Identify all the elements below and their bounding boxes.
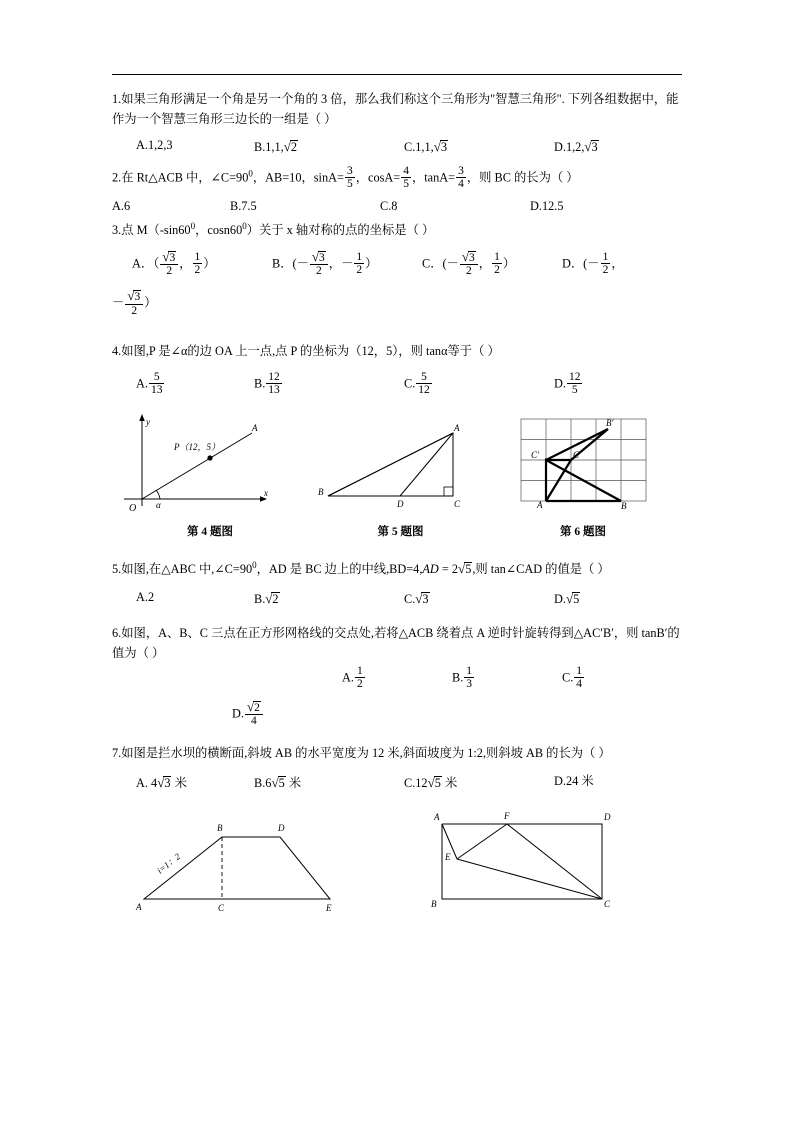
figure-8-svg: [412, 804, 682, 919]
figure-8-label-d: D: [604, 812, 611, 823]
option-c: C.8: [380, 198, 398, 213]
figure-4: [112, 411, 308, 542]
figure-6-caption: 第 6 题图: [560, 526, 606, 539]
figure-4-angle-label: α: [156, 500, 161, 511]
question-3: [112, 219, 690, 318]
figure-4-x-label: x: [264, 488, 268, 499]
document-content: [112, 90, 690, 919]
figure-6-label-c: C: [573, 450, 580, 461]
figure-4-point-label: P（12，5）: [174, 442, 220, 453]
question-2-options: [112, 197, 690, 217]
question-1: [112, 90, 690, 158]
option-d: D.√5: [554, 590, 580, 606]
figure-6-label-b-prime: B′: [606, 418, 614, 429]
figure-6-label-a: A: [537, 500, 543, 511]
option-c: C.12√5 米: [404, 775, 458, 791]
option-d: D.24 米: [554, 774, 594, 789]
figure-5-label-a: A: [454, 423, 460, 434]
figure-6-svg: [493, 411, 673, 521]
question-6-text: 6.如图，A、B、C 三点在正方形网格线的交点处,若将△ACB 绕着点 A 逆时针旋转得到△AC′B′，则 tanB′的值为（ ）: [112, 625, 680, 660]
figure-7-slope-label: i=1：2: [155, 851, 183, 876]
option-b: B.7.5: [230, 198, 257, 213]
figure-8-label-f: F: [504, 811, 510, 822]
figure-7-label-d: D: [278, 823, 285, 834]
figure-4-svg: [112, 411, 308, 521]
option-d: D. $\frac{12}{5}$: [554, 371, 581, 397]
figure-5-label-d: D: [397, 499, 404, 510]
question-4: [112, 342, 690, 397]
figure-5: [308, 411, 493, 542]
option-a: A. $\frac{5}{13}$: [136, 371, 163, 397]
figure-4-ray-label: A: [252, 423, 258, 434]
figure-5-label-b: B: [318, 487, 324, 498]
figure-row-2: [112, 804, 690, 919]
fraction-3-4: $\frac{3}{4}$: [458, 164, 464, 190]
question-7: [112, 744, 690, 794]
question-5-text: 5.如图,在△ABC 中$,\angle C=90^0$，AD 是 BC 边上的中线,BD=4,AD = 2√5,则 tan∠CAD 的值是（ ）: [112, 559, 610, 576]
header-rule: [112, 74, 682, 75]
figure-8: [412, 804, 682, 919]
figure-6: [493, 411, 673, 542]
option-c: C.1,1,√3: [404, 138, 448, 154]
option-b: B.1,1,√2: [254, 138, 298, 154]
option-a: A.6: [112, 198, 131, 213]
question-2: [112, 166, 690, 217]
option-a: A．（ $\frac{√3}{2}$ ， $\frac{1}{2}$ ）: [132, 248, 216, 278]
question-3-option-d-tail: － $\frac{√3}{2}$ ）: [112, 288, 157, 318]
option-b: B.6√5 米: [254, 775, 302, 791]
figure-8-label-e: E: [445, 852, 451, 863]
option-c: C. $\frac{1}{4}$: [562, 664, 583, 690]
question-6-options: [112, 666, 690, 691]
figure-4-origin-label: O: [129, 503, 137, 515]
figure-4-caption: 第 4 题图: [187, 526, 233, 539]
question-3-text: 3.点 $M(-\sin 60^0$，$\cos n60^0$）关于 x 轴对称的点的坐标是（ ）: [112, 220, 435, 237]
question-4-options: [112, 372, 690, 397]
question-6-option-d: D. $\frac{√2}{4}$: [112, 701, 690, 729]
question-7-text: 7.如图是拦水坝的横断面,斜坡 AB 的水平宽度为 12 米,斜面坡度为 1:2,则斜坡 AB 的长为（ ）: [112, 746, 611, 761]
figure-7-label-a: A: [136, 902, 142, 913]
figure-7-label-b: B: [217, 823, 223, 834]
option-d: D.1,2,√3: [554, 138, 598, 154]
question-5: [112, 558, 690, 610]
option-d: D.12.5: [530, 198, 564, 213]
question-3-options: [112, 248, 690, 279]
option-a: A.1,2,3: [136, 137, 173, 152]
option-d: D．(－ $\frac{1}{2}$ ，: [562, 251, 624, 277]
option-c: C. $\frac{5}{12}$: [404, 371, 430, 397]
option-a: A. 4√3 米: [136, 775, 187, 791]
figure-5-caption: 第 5 题图: [377, 526, 424, 539]
figure-7-svg: [112, 804, 412, 919]
fraction-4-5: $\frac{4}{5}$: [403, 164, 409, 190]
figure-6-label-c-prime: C′: [531, 450, 539, 461]
option-b: B.√2: [254, 590, 279, 606]
figure-8-label-b: B: [431, 899, 437, 910]
option-b: B．(－ $\frac{√3}{2}$ ，－ $\frac{1}{2}$ ）: [272, 248, 378, 278]
option-c: C.√3: [404, 590, 429, 606]
question-2-text: 2.在 Rt△ACB 中，$\angle C=90^0$，AB=10，sinA= $\frac{3}{5}$ ，cosA= $\frac{4}{5}$ ，tanA= $\frac{3}{4}$ ，则 BC 的长为（ ）: [112, 164, 579, 190]
option-c: C．(－ $\frac{√3}{2}$ ， $\frac{1}{2}$ ）: [422, 248, 516, 278]
figure-4-y-label: y: [146, 417, 150, 428]
figure-5-svg: [308, 411, 493, 521]
figure-6-label-b: B: [621, 501, 627, 512]
option-a: A. $\frac{1}{2}$: [342, 664, 363, 690]
option-a: A.2: [136, 589, 155, 604]
question-5-options: [112, 588, 690, 610]
figure-7-label-c: C: [218, 903, 225, 914]
question-6: [112, 624, 690, 729]
figure-7: [112, 804, 412, 919]
question-7-options: [112, 772, 690, 794]
option-b: B. $\frac{12}{13}$: [254, 371, 280, 397]
option-b: B. $\frac{1}{3}$: [452, 664, 473, 690]
figure-5-label-c: C: [454, 499, 461, 510]
question-4-text: 4.如图,P 是∠α的边 OA 上一点,点 P 的坐标为（12，5），则 tanα等于（ ）: [112, 344, 500, 359]
figure-8-label-a: A: [434, 812, 440, 823]
figure-row-1: [112, 411, 690, 542]
question-1-text: 1.如果三角形满足一个角是另一个角的 3 倍，那么我们称这个三角形为"智慧三角形". 下列各组数据中，能作为一个智慧三角形三边长的一组是（ ）: [112, 92, 679, 126]
fraction-3-5: $\frac{3}{5}$: [346, 164, 353, 190]
question-1-options: [112, 136, 690, 158]
figure-8-label-c: C: [604, 899, 611, 910]
figure-7-label-e: E: [326, 903, 332, 914]
